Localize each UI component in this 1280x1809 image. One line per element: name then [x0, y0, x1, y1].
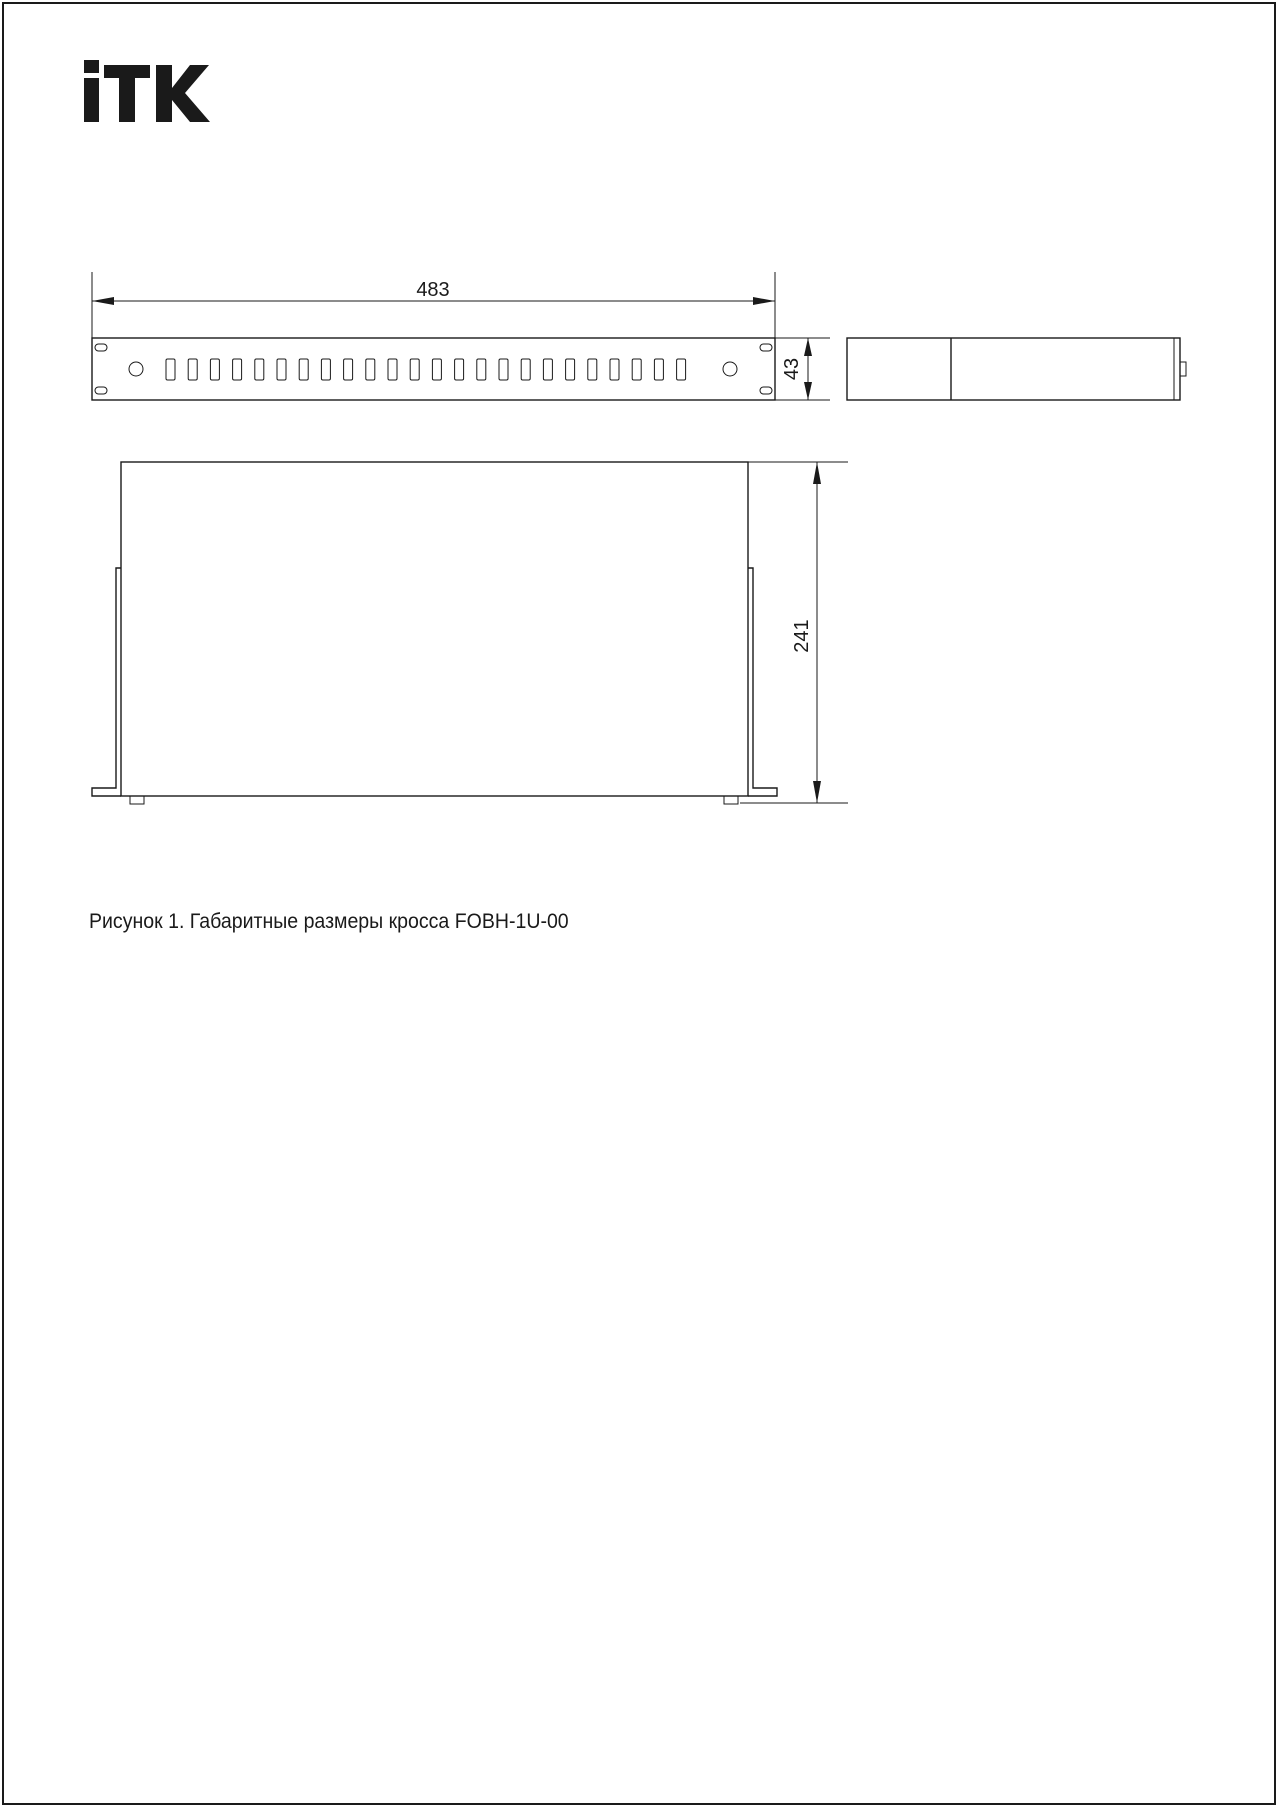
port-slot [410, 359, 419, 380]
port-slot [344, 359, 353, 380]
port-slot [566, 359, 575, 380]
port-slot [588, 359, 597, 380]
port-slot [677, 359, 686, 380]
width-dimension-label: 483 [416, 279, 450, 301]
front-view [92, 272, 830, 400]
port-slot [188, 359, 197, 380]
port-slot [233, 359, 242, 380]
port-slot [455, 359, 464, 380]
port-slot [610, 359, 619, 380]
port-slot [277, 359, 286, 380]
figure-caption: Рисунок 1. Габаритные размеры кросса FOBH-1U-00 [89, 910, 569, 933]
depth-dimension-label: 241 [791, 619, 813, 653]
port-slot [299, 359, 308, 380]
port-slot [210, 359, 219, 380]
technical-drawing [0, 0, 1280, 900]
top-view [92, 462, 848, 804]
height-dimension-label: 43 [781, 357, 803, 381]
port-slot [255, 359, 264, 380]
port-slot [543, 359, 552, 380]
port-slot [366, 359, 375, 380]
port-slot [477, 359, 486, 380]
port-slot [521, 359, 530, 380]
side-view [847, 338, 1186, 400]
port-slot [166, 359, 175, 380]
port-slot [654, 359, 663, 380]
port-slot [499, 359, 508, 380]
port-slot [321, 359, 330, 380]
port-slots [166, 359, 686, 380]
port-slot [388, 359, 397, 380]
port-slot [632, 359, 641, 380]
port-slot [432, 359, 441, 380]
